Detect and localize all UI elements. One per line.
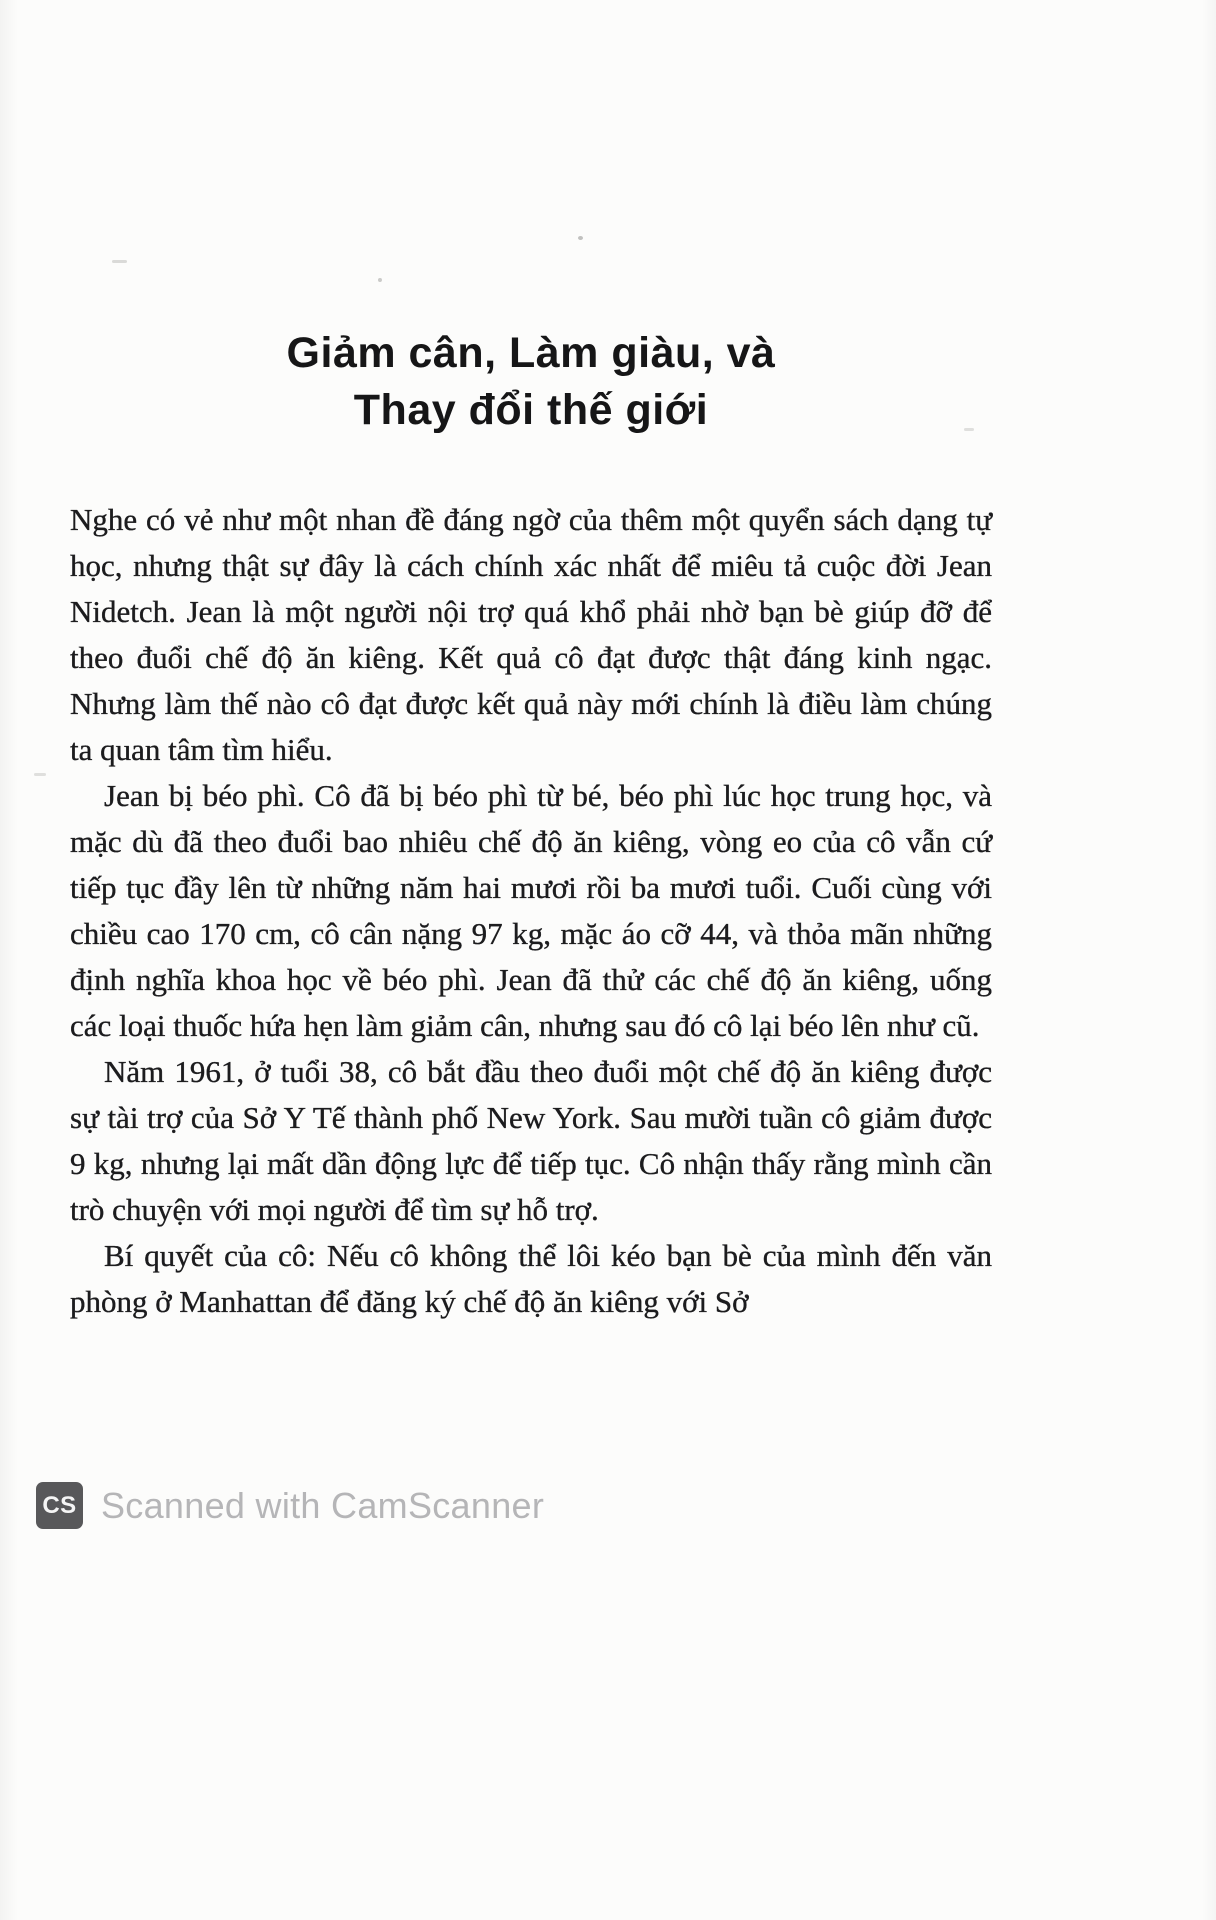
chapter-title-line-1: Giảm cân, Làm giàu, và [286, 329, 776, 377]
scan-speck [34, 773, 46, 776]
scan-speck [578, 236, 583, 240]
paragraph-1: Nghe có vẻ như một nhan đề đáng ngờ của thêm một quyển sách dạng tự học, nhưng thật sự đây là cách chính xác nhất để miêu tả cuộc đời Jean Nidetch. Jean là một người nội trợ quá khổ phải nhờ bạn bè giúp đỡ để theo đuổi chế độ ăn kiêng. Kết quả cô đạt được thật đáng kinh ngạc. Nhưng làm thế nào cô đạt được kết quả này mới chính là điều làm chúng ta quan tâm tìm hiểu. [70, 501, 992, 767]
paragraph-3: Năm 1961, ở tuổi 38, cô bắt đầu theo đuổi một chế độ ăn kiêng được sự tài trợ của Sở Y Tế thành phố New York. Sau mười tuần cô giảm được 9 kg, nhưng lại mất dần động lực để tiếp tục. Cô nhận thấy rằng mình cần trò chuyện với mọi người để tìm sự hỗ trợ. [70, 1053, 992, 1227]
camscanner-watermark-label: Scanned with CamScanner [101, 1484, 545, 1526]
chapter-title-line-2: Thay đổi thế giới [353, 385, 709, 434]
scan-speck [378, 278, 382, 282]
body-text [70, 497, 992, 1325]
camscanner-watermark [36, 1482, 544, 1529]
camscanner-logo-icon: CS [36, 1482, 83, 1529]
scan-speck [112, 260, 127, 263]
chapter-title [70, 325, 992, 439]
paragraph-2: Jean bị béo phì. Cô đã bị béo phì từ bé, béo phì lúc học trung học, và mặc dù đã theo đuổi bao nhiêu chế độ ăn kiêng, vòng eo của cô vẫn cứ tiếp tục đầy lên từ những năm hai mươi rồi ba mươi tuổi. Cuối cùng với chiều cao 170 cm, cô cân nặng 97 kg, mặc áo cỡ 44, và thỏa mãn những định nghĩa khoa học về béo phì. Jean đã thử các chế độ ăn kiêng, uống các loại thuốc hứa hẹn làm giảm cân, nhưng sau đó cô lại béo lên như cũ. [70, 777, 992, 1043]
paragraph-4: Bí quyết của cô: Nếu cô không thể lôi kéo bạn bè của mình đến văn phòng ở Manhattan để đăng ký chế độ ăn kiêng với Sở [70, 1237, 992, 1319]
page-content [70, 325, 992, 1325]
